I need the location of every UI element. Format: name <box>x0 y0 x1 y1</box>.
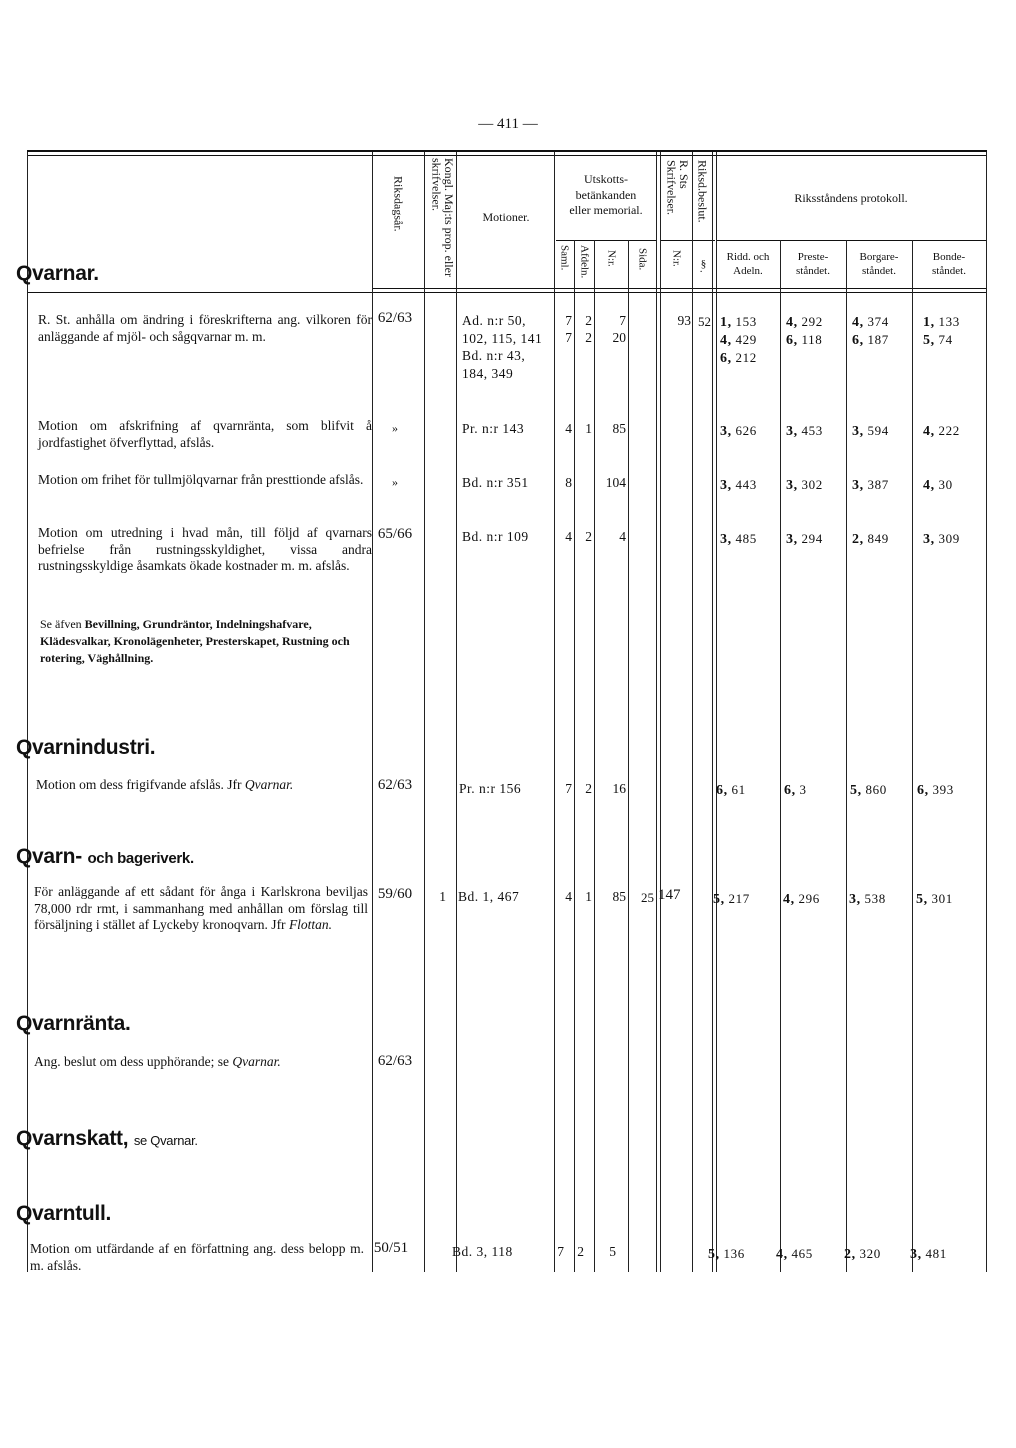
col-line-6 <box>594 240 595 1272</box>
header-utskotts: Utskotts- betänkanden eller memorial. <box>569 172 643 218</box>
entry-afdeln: 2 <box>585 781 592 796</box>
entry-bonde: 4, 222 <box>923 423 960 439</box>
entry-ridd: 5, 136 <box>708 1246 745 1262</box>
col-line-11 <box>712 152 713 1272</box>
header-borg: Borgare- ståndet. <box>859 251 899 278</box>
header-rule <box>372 288 986 289</box>
entry-afdeln: 2 <box>585 529 592 544</box>
entry-text <box>34 1054 370 1071</box>
see-also-refs: Bevillning, Grundräntor, Indelningshafvare, Klädesvalkar, Kronolägenheter, Presterskapet, Rustning och rotering, Väghållning. <box>40 617 350 665</box>
section-heading-main: Qvarnskatt, <box>16 1127 129 1150</box>
entry-text: Motion om utfärdande af en författning ang. dess belopp m. m. afslås. <box>30 1241 364 1273</box>
entry-text-ref: Flottan. <box>288 917 333 932</box>
entry-text: R. St. anhålla om ändring i föreskrifterna ang. vilkoren för anläggande af mjöl- och sågqvarnar m. m. <box>38 312 372 344</box>
col-line-7 <box>628 240 629 1272</box>
entry-motion: Pr. n:r 143 <box>462 421 525 436</box>
entry-year: 50/51 <box>373 1240 409 1256</box>
header-kongl: Kongl. Maj:ts prop. eller skrifvelser. <box>429 158 456 277</box>
entry-text-main: Ang. beslut om dess upphörande; se <box>34 1054 233 1069</box>
entry-prest: 4, 465 <box>776 1246 813 1262</box>
section-heading: Qvarntull. <box>16 1202 112 1225</box>
entry-text: Motion om utredning i hvad mån, till följd af qvarnars befrielse från rustningsskyldighet, vissa andra rustningsskyldige åsamkats ökade kostnader m. m. afslås. <box>38 525 372 573</box>
entry-borg: 2, 849 <box>852 531 889 547</box>
entry-saml: 7 <box>557 1244 564 1259</box>
entry-motion: Ad. n:r 50, 102, 115, 141 Bd. n:r 43, 184, 349 <box>462 313 543 381</box>
header-rule-2 <box>27 292 986 293</box>
entry-sida: 25 <box>641 890 654 905</box>
header-afdeln: Afdeln. <box>578 245 591 279</box>
page-number: — 411 — <box>478 116 538 132</box>
entry-borg: 5, 860 <box>850 782 887 798</box>
entry-saml: 7 7 <box>565 313 572 345</box>
entry-nr: 85 <box>612 889 626 904</box>
header-paragraf: §. <box>697 258 710 273</box>
entry-year: 65/66 <box>377 526 413 542</box>
entry-nr: 7 20 <box>612 313 626 345</box>
entry-saml: 4 <box>565 889 572 904</box>
entry-motion: Bd. n:r 351 <box>462 475 529 490</box>
header-rsts: R. Sts Skrifvelser. <box>664 160 691 215</box>
header-prest: Preste- ståndet. <box>796 251 830 278</box>
entry-nr: 5 <box>609 1244 616 1259</box>
entry-text-main: För anläggande af ett sådant för ånga i Karlskrona beviljas 78,000 rdr rmt, i sammanhang med anhållan om förslag till försäljning i stället af Lyckeby kronoqvarn. Jfr <box>34 884 368 932</box>
entry-nr: 4 <box>619 529 626 544</box>
entry-borg: 3, 538 <box>849 891 886 907</box>
entry-borg: 3, 387 <box>852 477 889 493</box>
entry-bonde: 5, 301 <box>916 891 953 907</box>
section-heading: Qvarnindustri. <box>16 736 156 759</box>
entry-kongl: 1 <box>439 889 446 904</box>
entry-prest: 3, 453 <box>786 423 823 439</box>
entry-text: Motion om frihet för tullmjölqvarnar från presttionde afslås. <box>38 472 364 487</box>
header-riksdagsar: Riksdagsår. <box>391 176 406 232</box>
entry-year: 62/63 <box>377 777 413 793</box>
entry-prest: 3, 302 <box>786 477 823 493</box>
entry-borg: 2, 320 <box>844 1246 881 1262</box>
header-motioner: Motioner. <box>482 210 530 224</box>
entry-afdeln: 2 <box>577 1244 584 1259</box>
entry-bonde: 3, 481 <box>910 1246 947 1262</box>
col-line-3 <box>456 152 457 1272</box>
see-also <box>40 616 372 667</box>
entry-text-ref: Qvarnar. <box>232 1054 281 1069</box>
entry-borg: 4, 374 6, 187 <box>852 314 889 348</box>
entry-ridd: 5, 217 <box>713 891 750 907</box>
section-heading: Qvarnar. <box>16 262 99 285</box>
entry-saml: 7 <box>565 781 572 796</box>
top-rule-thin <box>27 155 987 156</box>
entry-motion: Bd. n:r 109 <box>462 529 529 544</box>
entry-afdeln: 2 2 <box>585 313 592 345</box>
entry-bonde: 6, 393 <box>917 782 954 798</box>
header-ridd: Ridd. och Adeln. <box>726 251 770 278</box>
entry-afdeln: 1 <box>585 889 592 904</box>
entry-text: Motion om afskrifning af qvarnränta, som blifvit å jordfastighet öfverflyttad, afslås. <box>38 418 372 450</box>
entry-text <box>36 777 372 794</box>
entry-text-main: Motion om dess frigifvande afslås. Jfr <box>36 777 245 792</box>
col-line-12 <box>716 152 717 1272</box>
entry-borg: 3, 594 <box>852 423 889 439</box>
entry-bonde: 4, 30 <box>923 477 953 493</box>
entry-saml: 4 <box>565 421 572 436</box>
entry-ridd: 3, 626 <box>720 423 757 439</box>
section-heading <box>16 1127 198 1151</box>
entry-motion: Pr. n:r 156 <box>459 781 522 796</box>
entry-year: 59/60 <box>377 886 413 902</box>
entry-prest: 6, 3 <box>784 782 807 798</box>
entry-text <box>34 884 368 934</box>
col-line-5 <box>574 240 575 1272</box>
entry-text-ref: Qvarnar. <box>244 777 294 792</box>
entry-year: » <box>392 475 398 489</box>
entry-nr: 104 <box>605 475 626 490</box>
entry-ridd: 1, 153 4, 429 6, 212 <box>720 314 757 366</box>
entry-saml: 8 <box>565 475 572 490</box>
entry-prest: 4, 292 6, 118 <box>786 314 823 348</box>
utskott-subrule <box>556 240 656 241</box>
section-heading-main: Qvarn- <box>16 845 82 868</box>
rsts-subrule <box>661 240 715 241</box>
entry-ridd: 6, 61 <box>716 782 746 798</box>
entry-saml: 4 <box>565 529 572 544</box>
header-bonde: Bonde- ståndet. <box>932 251 966 278</box>
entry-afdeln: 1 <box>585 421 592 436</box>
entry-year: 62/63 <box>377 310 413 326</box>
section-heading: Qvarnränta. <box>16 1012 131 1035</box>
header-nr: N:r. <box>605 250 618 267</box>
entry-ridd: 3, 485 <box>720 531 757 547</box>
col-line-2 <box>424 152 425 1272</box>
entry-year: » <box>392 421 398 435</box>
header-protokoll: Riksståndens protokoll. <box>794 191 908 205</box>
col-line-14 <box>846 240 847 1272</box>
header-sida: Sida. <box>636 248 649 271</box>
entry-motion: Bd. 3, 118 <box>452 1244 513 1259</box>
section-heading <box>16 845 194 869</box>
entry-bonde: 3, 309 <box>923 531 960 547</box>
header-riksdbeslut: Riksd.beslut. <box>695 160 710 223</box>
section-heading-rest: och bageriverk. <box>87 850 194 867</box>
entry-prest: 4, 296 <box>783 891 820 907</box>
entry-motion: Bd. 1, 467 <box>458 889 520 904</box>
col-line-15 <box>912 240 913 1272</box>
entry-bonde: 1, 133 5, 74 <box>923 314 960 348</box>
top-rule <box>27 150 987 152</box>
entry-ridd: 3, 443 <box>720 477 757 493</box>
col-line-8 <box>656 152 657 1272</box>
section-heading-rest: se Qvarnar. <box>133 1133 198 1148</box>
header-saml: Saml. <box>558 245 571 271</box>
left-border <box>27 152 28 1272</box>
protokoll-subrule <box>716 240 986 241</box>
entry-rsts: 93 <box>677 313 691 328</box>
see-also-prefix: Se äfven <box>40 617 85 631</box>
entry-prest: 3, 294 <box>786 531 823 547</box>
header-rsts-nr: N:r. <box>670 250 683 267</box>
right-border <box>986 152 987 1272</box>
col-line-13 <box>780 240 781 1272</box>
entry-year: 62/63 <box>377 1053 413 1069</box>
entry-beslut: 52 <box>698 314 711 329</box>
entry-nr: 16 <box>612 781 626 796</box>
entry-rsts: 147 <box>658 887 681 903</box>
entry-nr: 85 <box>612 421 626 436</box>
col-line-10 <box>692 152 693 1272</box>
col-line-4 <box>554 152 555 1272</box>
